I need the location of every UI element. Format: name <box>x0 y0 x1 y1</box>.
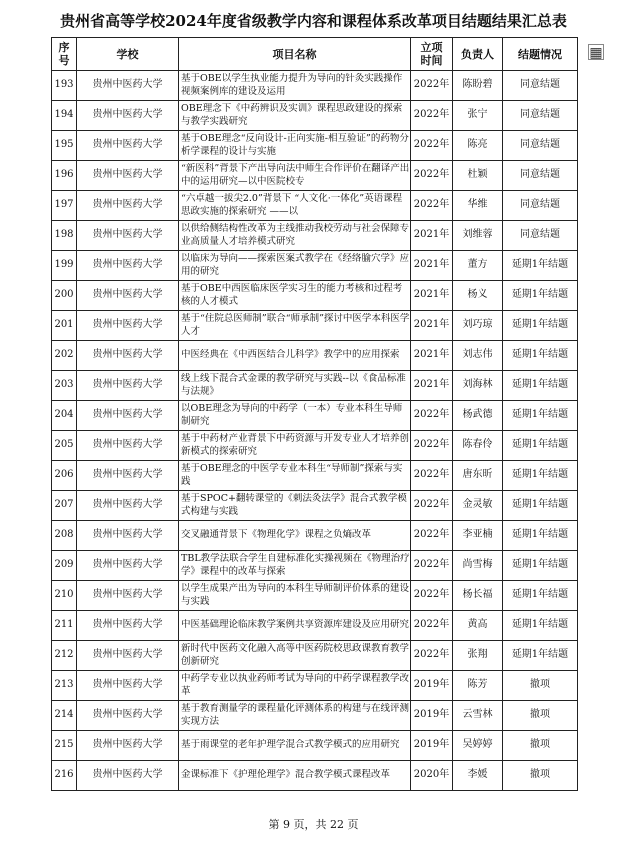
row-leader: 刘维蓉 <box>453 221 503 251</box>
project-name-text: 基于OBE以学生执业能力提升为导向的针灸实践操作视频案例库的建设及运用 <box>181 73 403 97</box>
project-name-text: 基于中药材产业背景下中药资源与开发专业人才培养创新模式的探索研究 <box>181 433 410 457</box>
row-time: 2022年 <box>411 191 453 221</box>
row-project-name <box>179 191 411 221</box>
row-project-name <box>179 371 411 401</box>
table-grid-icon[interactable]: ▦ <box>589 45 603 61</box>
row-result: 延期1年结题 <box>503 311 578 341</box>
row-time: 2020年 <box>411 761 453 791</box>
row-time: 2021年 <box>411 341 453 371</box>
row-result: 撤项 <box>503 671 578 701</box>
project-name-text: 基于OBE中西医临床医学实习生的能力考核和过程考核的人才模式 <box>181 283 403 307</box>
row-number: 206 <box>52 461 77 491</box>
row-project-name <box>179 221 411 251</box>
project-name-text: 以OBE理念为导向的中药学（一本）专业本科生导师制研究 <box>181 403 403 427</box>
row-number: 196 <box>52 161 77 191</box>
row-result: 同意结题 <box>503 221 578 251</box>
row-project-name <box>179 701 411 731</box>
row-time: 2022年 <box>411 641 453 671</box>
row-school: 贵州中医药大学 <box>77 431 179 461</box>
header-school: 学校 <box>77 38 179 71</box>
table-row <box>52 191 578 221</box>
table-row <box>52 311 578 341</box>
row-number: 203 <box>52 371 77 401</box>
row-number: 207 <box>52 491 77 521</box>
row-leader: 杨义 <box>453 281 503 311</box>
row-result: 延期1年结题 <box>503 341 578 371</box>
project-name-text: OBE理念下《中药辨识及实训》课程思政建设的探索与教学实践研究 <box>181 103 403 127</box>
row-time: 2021年 <box>411 281 453 311</box>
header-project: 项目名称 <box>179 38 411 71</box>
row-result: 延期1年结题 <box>503 401 578 431</box>
row-leader: 张宁 <box>453 101 503 131</box>
page-title: 贵州省高等学校2024年度省级教学内容和课程体系改革项目结题结果汇总表 <box>60 12 567 30</box>
row-school: 贵州中医药大学 <box>77 71 179 101</box>
header-leader: 负责人 <box>453 38 503 71</box>
row-leader: 李亚楠 <box>453 521 503 551</box>
row-leader: 陈亮 <box>453 131 503 161</box>
row-result: 撤项 <box>503 761 578 791</box>
row-number: 213 <box>52 671 77 701</box>
row-project-name <box>179 551 411 581</box>
row-project-name <box>179 71 411 101</box>
row-time: 2022年 <box>411 71 453 101</box>
project-name-text: 基于“住院总医师制”联合“师承制”探讨中医学本科医学人才 <box>181 313 410 337</box>
row-project-name <box>179 461 411 491</box>
project-name-text: 基于OBE理念“反向设计-正向实施-相互验证”的药物分析学课程的设计与实施 <box>181 133 409 157</box>
row-leader: 刘海林 <box>453 371 503 401</box>
row-number: 199 <box>52 251 77 281</box>
row-project-name <box>179 311 411 341</box>
row-leader: 杨长福 <box>453 581 503 611</box>
row-school: 贵州中医药大学 <box>77 671 179 701</box>
row-result: 同意结题 <box>503 101 578 131</box>
row-school: 贵州中医药大学 <box>77 551 179 581</box>
row-leader: 刘巧琼 <box>453 311 503 341</box>
row-project-name <box>179 281 411 311</box>
row-result: 撤项 <box>503 701 578 731</box>
row-result: 延期1年结题 <box>503 521 578 551</box>
row-result: 延期1年结题 <box>503 371 578 401</box>
row-result: 延期1年结题 <box>503 491 578 521</box>
row-project-name <box>179 251 411 281</box>
header-time: 立项时间 <box>411 38 453 71</box>
row-project-name <box>179 611 411 641</box>
row-time: 2022年 <box>411 101 453 131</box>
row-number: 214 <box>52 701 77 731</box>
table-row <box>52 131 578 161</box>
row-leader: 杨武德 <box>453 401 503 431</box>
row-time: 2021年 <box>411 311 453 341</box>
row-time: 2022年 <box>411 551 453 581</box>
project-name-text: 中医基础理论临床教学案例共享资源库建设及应用研究 <box>181 619 410 631</box>
table-row <box>52 431 578 461</box>
row-project-name <box>179 431 411 461</box>
table-row <box>52 491 578 521</box>
project-name-text: 以临床为导向——探索医案式教学在《经络腧穴学》应用的研究 <box>181 253 410 277</box>
table-row <box>52 161 578 191</box>
row-leader: 云雪林 <box>453 701 503 731</box>
row-number: 208 <box>52 521 77 551</box>
project-name-text: 线上线下混合式金课的教学研究与实践--以《食品标准与法规》 <box>181 373 406 397</box>
row-school: 贵州中医药大学 <box>77 731 179 761</box>
project-name-text: 以学生成果产出为导向的本科生导师制评价体系的建设与实践 <box>181 583 410 607</box>
row-number: 215 <box>52 731 77 761</box>
results-table <box>51 37 578 791</box>
row-result: 同意结题 <box>503 161 578 191</box>
row-leader: 金灵敏 <box>453 491 503 521</box>
row-time: 2022年 <box>411 521 453 551</box>
row-project-name <box>179 671 411 701</box>
row-result: 同意结题 <box>503 131 578 161</box>
row-project-name <box>179 491 411 521</box>
row-school: 贵州中医药大学 <box>77 221 179 251</box>
project-name-text: 金课标准下《护理伦理学》混合教学模式课程改革 <box>181 769 391 781</box>
row-number: 197 <box>52 191 77 221</box>
project-name-text: 基于OBE理念的中医学专业本科生“导师制”探索与实践 <box>181 463 403 487</box>
table-row <box>52 251 578 281</box>
table-row <box>52 461 578 491</box>
table-row <box>52 101 578 131</box>
row-number: 210 <box>52 581 77 611</box>
row-time: 2022年 <box>411 611 453 641</box>
row-time: 2022年 <box>411 161 453 191</box>
row-time: 2021年 <box>411 221 453 251</box>
row-result: 撤项 <box>503 731 578 761</box>
row-time: 2022年 <box>411 131 453 161</box>
row-school: 贵州中医药大学 <box>77 101 179 131</box>
row-result: 同意结题 <box>503 191 578 221</box>
project-name-text: 新时代中医药文化融入高等中医药院校思政课教育教学创新研究 <box>181 643 410 667</box>
page-footer: 第 9 页，共 22 页 <box>268 818 359 831</box>
row-school: 贵州中医药大学 <box>77 191 179 221</box>
row-school: 贵州中医药大学 <box>77 161 179 191</box>
header-no: 序号 <box>52 38 77 71</box>
row-school: 贵州中医药大学 <box>77 581 179 611</box>
table-row <box>52 671 578 701</box>
row-project-name <box>179 521 411 551</box>
project-name-text: 中药学专业以执业药师考试为导向的中药学课程教学改革 <box>181 673 410 697</box>
row-school: 贵州中医药大学 <box>77 341 179 371</box>
project-name-text: “新医科”背景下产出导向法中师生合作评价在翻译产出中的运用研究—以中医院校专 <box>181 163 410 187</box>
row-time: 2019年 <box>411 671 453 701</box>
row-result: 延期1年结题 <box>503 431 578 461</box>
row-number: 216 <box>52 761 77 791</box>
header-result: 结题情况 <box>503 38 578 71</box>
project-name-text: 以供给侧结构性改革为主线推动我校劳动与社会保障专业高质量人才培养模式研究 <box>181 223 410 247</box>
table-row <box>52 551 578 581</box>
row-result: 延期1年结题 <box>503 581 578 611</box>
row-project-name <box>179 581 411 611</box>
row-school: 贵州中医药大学 <box>77 401 179 431</box>
table-row <box>52 611 578 641</box>
row-school: 贵州中医药大学 <box>77 371 179 401</box>
row-leader: 华维 <box>453 191 503 221</box>
row-school: 贵州中医药大学 <box>77 641 179 671</box>
row-number: 200 <box>52 281 77 311</box>
row-project-name <box>179 161 411 191</box>
row-leader: 唐东昕 <box>453 461 503 491</box>
row-result: 延期1年结题 <box>503 641 578 671</box>
row-number: 211 <box>52 611 77 641</box>
project-name-text: “六卓越一拔尖2.0”背景下 “人文化·一体化”英语课程思政实施的探索研究 ——以 <box>181 193 403 217</box>
table-row <box>52 71 578 101</box>
row-result: 延期1年结题 <box>503 461 578 491</box>
project-name-text: 交叉融通背景下《物理化学》课程之负熵改革 <box>181 529 372 541</box>
row-leader: 尚雪梅 <box>453 551 503 581</box>
row-leader: 吴婷婷 <box>453 731 503 761</box>
row-number: 205 <box>52 431 77 461</box>
row-time: 2022年 <box>411 491 453 521</box>
row-leader: 李媛 <box>453 761 503 791</box>
row-leader: 陈盼碧 <box>453 71 503 101</box>
row-school: 贵州中医药大学 <box>77 611 179 641</box>
row-number: 202 <box>52 341 77 371</box>
row-school: 贵州中医药大学 <box>77 311 179 341</box>
project-name-text: 中医经典在《中西医结合儿科学》教学中的应用探索 <box>181 349 400 361</box>
row-school: 贵州中医药大学 <box>77 131 179 161</box>
row-time: 2021年 <box>411 251 453 281</box>
row-number: 198 <box>52 221 77 251</box>
row-project-name <box>179 761 411 791</box>
table-row <box>52 641 578 671</box>
project-name-text: TBL教学法联合学生自建标准化实操视频在《物理治疗学》课程中的改革与探索 <box>181 553 410 577</box>
row-time: 2021年 <box>411 371 453 401</box>
row-number: 194 <box>52 101 77 131</box>
row-school: 贵州中医药大学 <box>77 491 179 521</box>
row-result: 延期1年结题 <box>503 611 578 641</box>
row-result: 延期1年结题 <box>503 551 578 581</box>
table-row <box>52 731 578 761</box>
row-project-name <box>179 341 411 371</box>
row-time: 2019年 <box>411 731 453 761</box>
row-school: 贵州中医药大学 <box>77 281 179 311</box>
row-number: 201 <box>52 311 77 341</box>
row-school: 贵州中医药大学 <box>77 461 179 491</box>
row-time: 2022年 <box>411 401 453 431</box>
row-leader: 董方 <box>453 251 503 281</box>
table-row <box>52 701 578 731</box>
row-leader: 杜颖 <box>453 161 503 191</box>
table-row <box>52 341 578 371</box>
row-number: 204 <box>52 401 77 431</box>
row-project-name <box>179 131 411 161</box>
row-result: 同意结题 <box>503 71 578 101</box>
row-time: 2022年 <box>411 461 453 491</box>
row-leader: 陈春伶 <box>453 431 503 461</box>
row-result: 延期1年结题 <box>503 251 578 281</box>
row-school: 贵州中医药大学 <box>77 251 179 281</box>
table-row <box>52 371 578 401</box>
row-result: 延期1年结题 <box>503 281 578 311</box>
row-leader: 黄高 <box>453 611 503 641</box>
row-school: 贵州中医药大学 <box>77 521 179 551</box>
table-row <box>52 221 578 251</box>
table-row <box>52 521 578 551</box>
row-number: 195 <box>52 131 77 161</box>
project-name-text: 基于教育测量学的课程量化评测体系的构建与在线评测实现方法 <box>181 703 410 727</box>
table-row <box>52 281 578 311</box>
row-project-name <box>179 641 411 671</box>
table-row <box>52 401 578 431</box>
project-name-text: 基于SPOC+翻转课堂的《刺法灸法学》混合式教学模式构建与实践 <box>181 493 407 517</box>
row-leader: 张翔 <box>453 641 503 671</box>
row-number: 212 <box>52 641 77 671</box>
row-project-name <box>179 401 411 431</box>
row-time: 2022年 <box>411 581 453 611</box>
row-project-name <box>179 731 411 761</box>
row-number: 193 <box>52 71 77 101</box>
table-header-row <box>52 38 578 71</box>
table-row <box>52 581 578 611</box>
row-leader: 刘志伟 <box>453 341 503 371</box>
row-time: 2019年 <box>411 701 453 731</box>
project-name-text: 基于雨课堂的老年护理学混合式教学模式的应用研究 <box>181 739 400 751</box>
table-row <box>52 761 578 791</box>
row-time: 2022年 <box>411 431 453 461</box>
row-project-name <box>179 101 411 131</box>
row-number: 209 <box>52 551 77 581</box>
row-school: 贵州中医药大学 <box>77 761 179 791</box>
row-school: 贵州中医药大学 <box>77 701 179 731</box>
row-leader: 陈芳 <box>453 671 503 701</box>
